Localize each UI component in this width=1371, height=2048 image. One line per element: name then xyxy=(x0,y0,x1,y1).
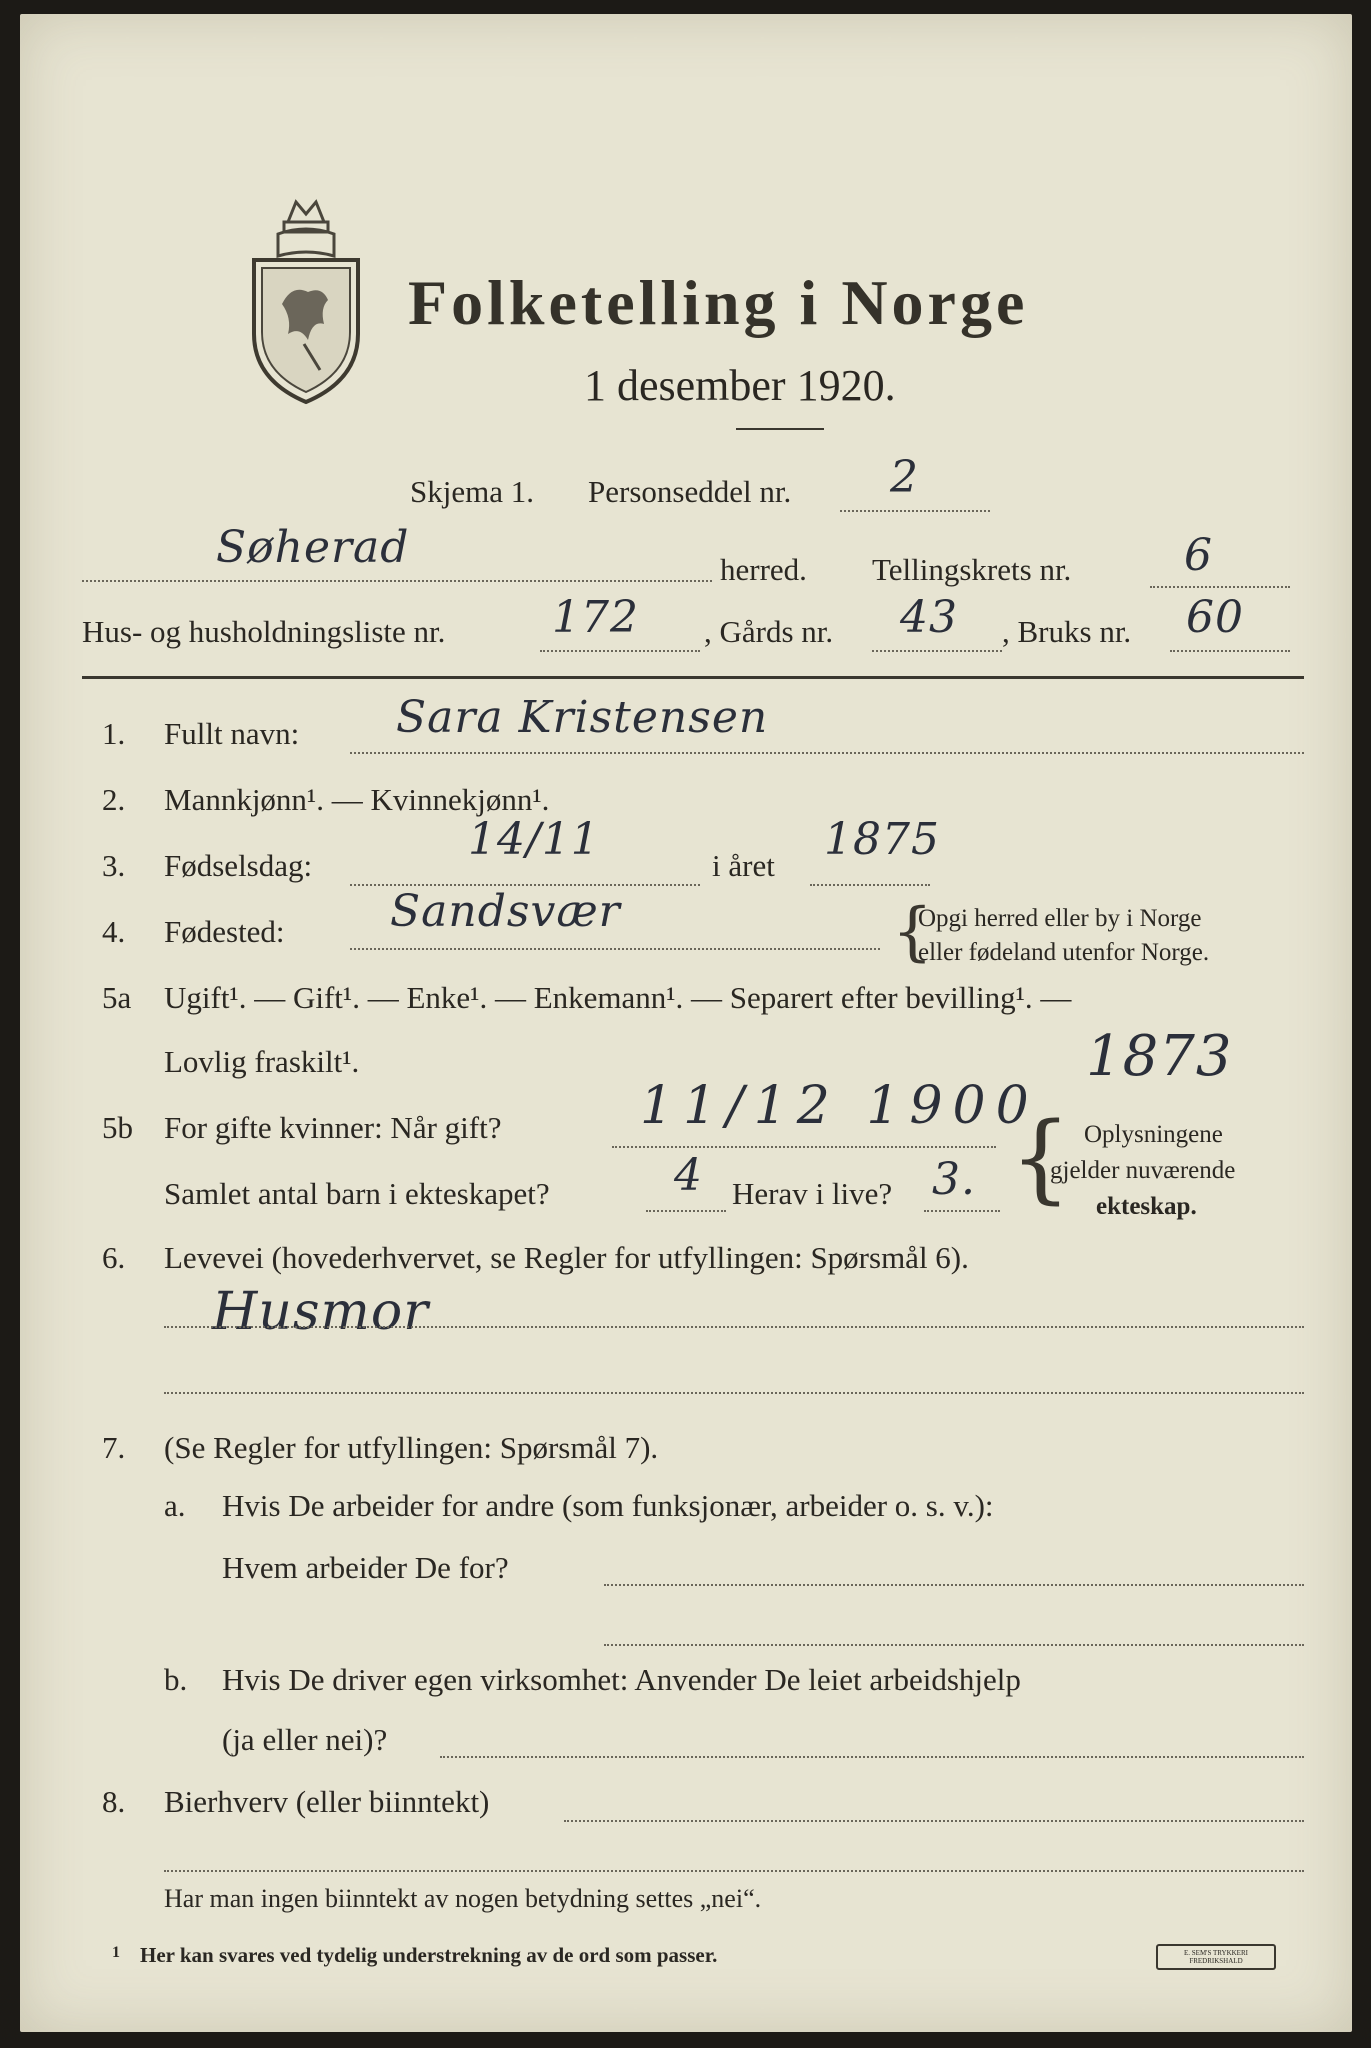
bruks-line xyxy=(1170,650,1290,652)
q6-line-1 xyxy=(164,1326,1304,1328)
q5b-note-line1: Oplysningene xyxy=(1084,1121,1223,1148)
q5b-label: For gifte kvinner: Når gift? xyxy=(164,1110,502,1145)
q5b-value: 11/12 1900 xyxy=(640,1076,1039,1136)
q1-number: 1. xyxy=(102,716,126,751)
q5b-children-label: Samlet antal barn i ekteskapet? xyxy=(164,1176,550,1211)
tellingskrets-line xyxy=(1150,586,1290,588)
q4-note-line2: eller fødeland utenfor Norge. xyxy=(918,939,1210,966)
q7b-label: Hvis De driver egen virksomhet: Anvender De leiet arbeidshjelp xyxy=(222,1662,1021,1697)
herred-value: Søherad xyxy=(216,522,410,573)
herred-label: herred. xyxy=(720,552,807,587)
q5a-margin-value: 1873 xyxy=(1086,1024,1233,1089)
q3-year-line xyxy=(810,884,930,886)
q6-label: Levevei (hovederhvervet, se Regler for utfyllingen: Spørsmål 6). xyxy=(164,1240,969,1275)
personseddel-label: Personseddel nr. xyxy=(588,474,792,509)
q7b-line xyxy=(440,1756,1304,1758)
schema-label: Skjema 1. xyxy=(410,474,534,509)
q5b-number: 5b xyxy=(102,1110,133,1145)
personseddel-value: 2 xyxy=(890,452,919,503)
q8-line-2 xyxy=(164,1870,1304,1872)
q5b-children-line xyxy=(646,1210,726,1212)
husliste-line xyxy=(540,650,700,652)
tellingskrets-label: Tellingskrets nr. xyxy=(872,552,1072,587)
q1-label: Fullt navn: xyxy=(164,716,300,751)
q5b-line xyxy=(612,1146,996,1148)
q3-year-value: 1875 xyxy=(824,814,940,865)
q6-number: 6. xyxy=(102,1240,126,1275)
q7a-label: Hvis De arbeider for andre (som funksjonær, arbeider o. s. v.): xyxy=(222,1488,994,1523)
q8-line-1 xyxy=(564,1820,1304,1822)
q6-line-2 xyxy=(164,1392,1304,1394)
q4-value: Sandsvær xyxy=(390,886,621,937)
personseddel-line xyxy=(840,510,990,512)
q5b-note-line2: gjelder nuværende xyxy=(1050,1157,1236,1184)
q5a-number: 5a xyxy=(102,980,132,1015)
husliste-label: Hus- og husholdningsliste nr. xyxy=(82,614,446,649)
q4-line xyxy=(350,948,880,950)
footnote-mark: 1 xyxy=(112,1944,120,1961)
q7-number: 7. xyxy=(102,1430,126,1465)
q4-label: Fødested: xyxy=(164,914,285,949)
q5b-alive-line xyxy=(924,1210,1000,1212)
q1-line xyxy=(350,752,1304,754)
q7a-line-1 xyxy=(604,1584,1304,1586)
footer-instruction: Har man ingen biinntekt av nogen betydning settes „nei“. xyxy=(164,1884,762,1913)
form-title: Folketelling i Norge xyxy=(408,267,1029,338)
herred-line xyxy=(82,580,712,582)
q3-value: 14/11 xyxy=(468,814,600,865)
q1-value: Sara Kristensen xyxy=(396,692,769,743)
q7b-label-2: (ja eller nei)? xyxy=(222,1722,388,1757)
q5b-alive-label: Herav i live? xyxy=(732,1176,893,1211)
footnote-text: Her kan svares ved tydelig understrekning av de ord som passer. xyxy=(140,1943,718,1967)
q5b-alive-value: 3. xyxy=(932,1154,976,1205)
q5b-note-line3: ekteskap. xyxy=(1096,1193,1197,1220)
q5a-label-2: Lovlig fraskilt¹. xyxy=(164,1044,360,1079)
husliste-value: 172 xyxy=(552,592,639,643)
q7a-label-2: Hvem arbeider De for? xyxy=(222,1550,509,1585)
gards-value: 43 xyxy=(900,592,958,643)
bruks-label: , Bruks nr. xyxy=(1002,614,1132,649)
q6-value: Husmor xyxy=(212,1282,429,1342)
q7a-line-2 xyxy=(604,1644,1304,1646)
title-rule xyxy=(736,428,824,430)
q3-number: 3. xyxy=(102,848,126,883)
q8-label: Bierhverv (eller biinntekt) xyxy=(164,1784,490,1819)
printer-stamp: E. SEM'S TRYKKERI FREDRIKSHALD xyxy=(1156,1944,1276,1970)
q5b-children-value: 4 xyxy=(674,1150,703,1201)
q4-note-line1: Opgi herred eller by i Norge xyxy=(918,905,1202,932)
q4-number: 4. xyxy=(102,914,126,949)
bruks-value: 60 xyxy=(1186,592,1244,643)
q2-number: 2. xyxy=(102,782,126,817)
q7b-number: b. xyxy=(164,1662,188,1697)
form-date: 1 desember 1920. xyxy=(584,361,896,410)
q2-label: Mannkjønn¹. — Kvinnekjønn¹. xyxy=(164,782,550,817)
gards-line xyxy=(872,650,1002,652)
coat-of-arms-icon xyxy=(248,194,364,413)
tellingskrets-value: 6 xyxy=(1184,530,1213,581)
header-divider xyxy=(82,676,1304,679)
q3-year-label: i året xyxy=(712,848,775,883)
gards-label: , Gårds nr. xyxy=(704,614,834,649)
q7a-number: a. xyxy=(164,1488,186,1523)
q8-number: 8. xyxy=(102,1784,126,1819)
q3-label: Fødselsdag: xyxy=(164,848,313,883)
q7-label: (Se Regler for utfyllingen: Spørsmål 7). xyxy=(164,1430,659,1465)
q5a-label: Ugift¹. — Gift¹. — Enke¹. — Enkemann¹. — Separert efter bevilling¹. — xyxy=(164,980,1072,1015)
q5b-note-brace: { xyxy=(1010,1102,1072,1214)
q4-note-brace: { xyxy=(892,895,933,969)
census-form-page xyxy=(20,14,1352,2032)
